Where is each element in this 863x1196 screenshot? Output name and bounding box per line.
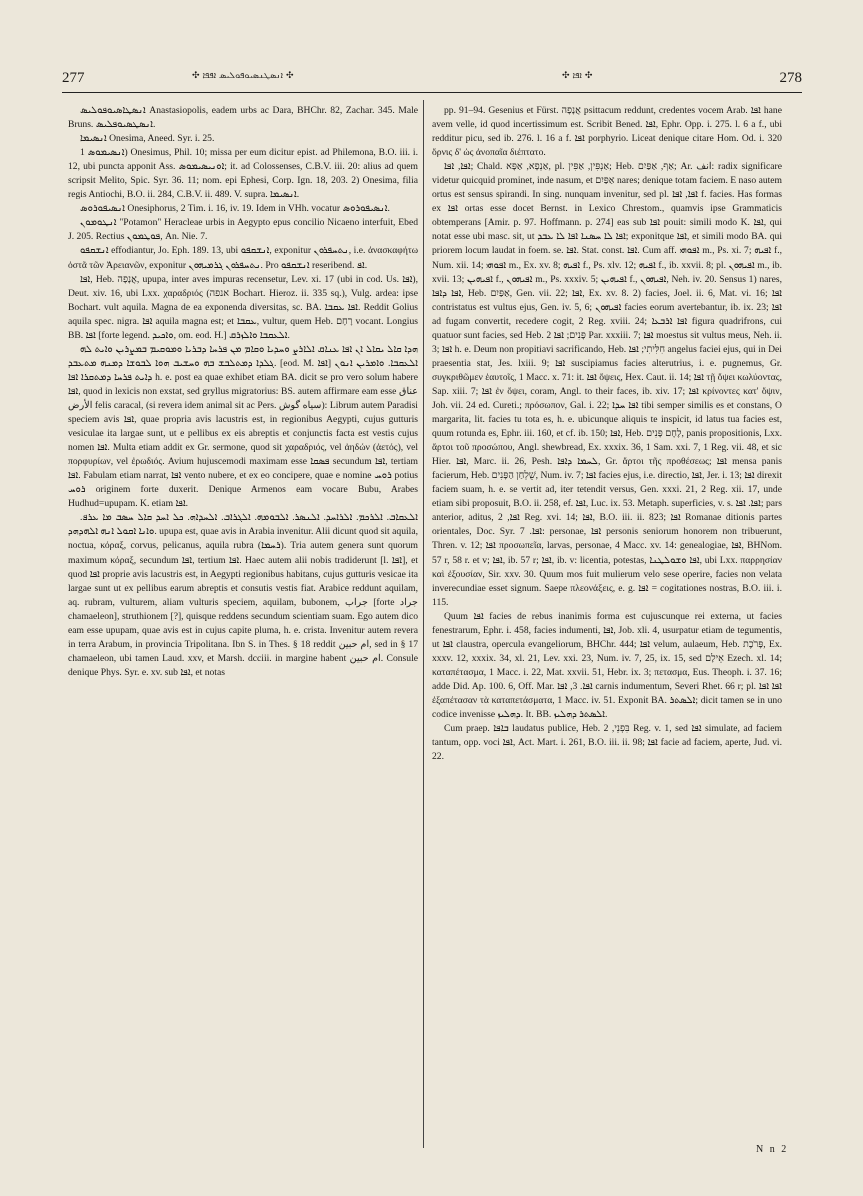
entry-facies-praep: Cum praep. ܒܐܦܐ laudatus publice, Heb. בִּפְנֵי, 2 Reg. v. 1, sed ܐܦܐ simulate, ad faciem tantum, opp. voci ܐܦܐ, Act. Mart. i. 261, B.O. iii. ii. 98; ܐܦܐ facie ad faciem, aperte, Jud. vi. 22. [432,723,782,763]
entry-upupa-continued: pp. 91–94. Gesenius et Fürst. אֲנָפָה psittacum reddunt, credentes vocem Arab. ܐܦܐ hane avem velle, id quod incertissimum est. Scribit Bened. ܐܦܐ, Ephr. Opp. i. 275. l. 6 a f., ubi redditur picu, sed ib. 276. l. 16 a f. ܐܦܐ porphyrio. Liceat denique citare Hom. Od. i. 320 ὄρνις δ' ὡς ἀνοπαῖα διέπτατο. [432,105,782,159]
left-page-number: 277 [62,70,85,86]
entry-upupa: ܐܦܐ, Heb. אֲנָפָה, upupa, inter aves impuras recensetur, Lev. xi. 17 (ubi in cod. Us. ܐܦܐ), Deut. xiv. 16, ubi Lxx. χαραδριός (אנפה Bochart. Hieroz. ii. 335 sq.), Vulg. ardea: ipse Bochart. vult aquila. Magna de ea exponenda diversitas, sc. BA. ܐܦܐ ܥܩܒܐ. Reddit Golius aquila spec. nigra. ܐܦܐ aquila magna est; et ܥܩܒܐ, vultur, quem Heb. רָחָם vocant. Longius BB. ܐܦܐ [forte legend. ܘܐܟܝܕ, om. eod. H.] ܐܠܥܩܒܐ ܘܐܠܙܪܩ. [68,273,418,341]
entry-anastasiopolis: ܐܢܣܛܐܣܝܘܦܘܠܝܣ Anastasiopolis, eadem urbs ac Dara, BHChr. 82, Zachar. 345. Male Bruns. ܐܢܣܛܣܝܘܦܠܝܣ. [68,105,418,131]
entry-upupa-quotation: ܗܕܐ ܩܐܠ ܝܩܐܠ ܐܢ ܐܦܐ ܥܢܐܩ ܐܠܐܪܨ ܘܚܕܝܐ ܘܩܐܡ ܡܢ ܦܪܚܐ ܕܒܪܝܐ ܘܡܘܩܝܡ ܒܡܨܪܝܢ ܘܐܝܬ ܠܗ ܓܠܕܐ ܕܡܬܠܒܫ ܒܗ ܘܚܫܝܒ ܗܘܐ ܠܒܘܫܐ ܕܡܢܗ ܡܬܥܒܕ. [eod. M. ܐܦܐ] ܐܠܥܩܒܐ. ܘܐܡܪܝܢ ܐܢܘܢ ܕܐܝܬ ܦܪܚܐ ܕܡܬܩܪܐ ܐܦܐ h. e. post ea quae exhibet etiam BA. dicit se pro vero solum habere ܐܦܐ, quod in lexicis non exstat, sed gryllus migratorius: BS. autem affirmare eam esse عناق الأرض felis caracal, (si revera idem animal sit ac Pers. سياه گوش): Librum autem Paradisi speciem avis ܐܦܐ, quae propria avis lacustris est, in regionibus Aegypti, cujus gutturis vesiculae ita largae sunt, ut e pellibus ex eis abreptis et conjunctis facta est vestis cujus nomen ܐܦܐ. Multa etiam addit ex Gr. sermone, quod sit χαραδριός, vel ἀηδών (ἀετός), vel πορφυρίων, vel ἐρωδιός. Avium hujuscemodi maximam esse ܦܣܩܐ secundum ܐܦܐ, tertiam ܐܦܐ. Fabulam etiam narrat, ܐܦܐ vento nubere, et ex eo concipere, quae e nomine ܪܘܚ potius ܪܘܚ originem forte duxerit. Denique Armenos eam vocare Bubu, Arabes Hudhud=upupam. K. etiam ܐܦܐ. [68,343,418,510]
entry-potamon: ܐܢܛܘܡܘܢ "Potamon" Heracleae urbis in Aegypto epus concilio Nicaeno interfuit, Ebed J. 205. Rectius ܦܘܛܡܘܢ, An. Nie. 7. [68,217,418,243]
header-rule [62,92,802,93]
right-page-number: 278 [779,70,802,86]
column-divider [423,100,424,1148]
signature-mark: N n 2 [756,1144,789,1155]
entry-facies: ܐܦܐ, ܐܦܐ; Chald. אַנְפָא, אַפָּא, pl. אַנְפִּין, אַפִּין; Heb. אַף, אַפַּיִם; Ar. انف: radix significare videtur quicquid prominet, inde nasum, et אַפַּיִם nares; denique totam faciem. E naso autem ortus est sensus spirandi. In sing. nunquam invenitur, sed pl. ܐܦܐ, ܐܦܐ f. facies. Has formas ex ܐܦܐ ortas esse docet Bernst. in Lexico Chrestom., quamvis ipse Grammaticis obtemperans [Amir. p. 97. Hoffmann. p. 274] eas sub ܐܦܐ pouit: simili modo K. ܐܦܐ, qui notat esse ubi masc. sit, ut ܐܦܐ ܠܐ ܚܣܢܐ ܐܦܐ ܠܐ ܥܒܕ; exponitque ܐܦܐ, et simili modo BA. qui priorem locum laudat in foem. se. ܐܦܐ. Stat. const. ܐܦܐ. Cum aff. ܐܦܘܗܝ m., Ps. xi. 7; ܐܦܝܗ f., Num. xii. 14; ܐܦܘܗܝ m., Ex. xv. 8; ܐܦܝܗ f., Ps. xlv. 12; ܐܦܝܗ f., ib. xxvii. 8; pl. ܐܦܝܗܘܢ m., ib. xvii. 13; ܐܦܝܗܝܢ f., ܐܦܝܗܘܢ m., Ps. xxxiv. 5; ܐܦܝܗܝܢ f., ܐܦܝܗܘܢ, Neh. iv. 20. Sensus 1) nares, ܐܦܐ ܕܐܦܐ, Heb. אַפַּיִם, Gen. vii. 22; ܐܦܐ, Ex. xv. 8. 2) facies, Joel. ii. 6, Mat. vi. 16; ܐܦܐ contristatus est vultus ejus, Gen. iv. 5, 6; ܐܦܝܗܘܢ facies eorum avertebantur, ib. ix. 23; ܐܦܐ ad fugam convertit, recedere cogit, 2 Reg. xviii. 24; ܐܦܐ ܐܪܒܥܐ figura quadrifrons, cui quatuor sunt facies, sed Heb. פָּנִים; ܐܦܐ 2 Par. xxxiii. 7; ܐܦܐ moestus sit vultus meus, Neh. ii. 3; ܐܦܐ h. e. Deum non propitiavi sacrificando, Heb. חִלִּיתִי; ܐܦܐ angelus faciei ejus, qui in Dei praesentia stat, Jes. lxiii. 9; ܐܦܐ suscipiamus facies alterutrius, i. e. pugnemus, Gr. συγκριθῶμεν ἑαυτοῖς, 1 Macc. x. 71: it. ܐܦܐ ὄψεις, Hex. Caut. ii. 14; ܐܦܐ τῇ ὄψει κωλύοντας, Sap. xiii. 7; ܐܦܐ ἐν ὄψει, coram, Angl. to their faces, ib. xiv. 17; ܐܦܐ κρίνοντες κατ' ὄψιν, Joh. vii. 24 ed. Cureti.; πρόσωπον, Gal. i. 22; ܐܦܐ ܚܕܐ tibi semper similis es et constans, O margarita, lit. facies tu tota es, h. e. ubicunque aliquis te inspicit, id latus tua facies est, quum rotunda es, Ephr. iii. 160, et cf. ib. 150; ܐܦܐ, Heb. לֶחֶם פָּנִים, panis propositionis, Lxx. ἄρτοι τοῦ προσώπου, Angl. shewbread, Ex. xxxix. 36, 1 Sam. xxi. 7, 1 Reg. vii. 48, et sic Hier. ܐܦܐ, Marc. ii. 26, Pesh. ܠܚܡܐ ܕܐܦܐ, Gr. ἄρτοι τῆς προθέσεως; ܐܦܐ mensa panis facierum, Heb. שֻׁלְחַן הַפָּנִים, Num. iv. 7; ܐܦܐ facies ejus, i.e. directio, ܐܦܐ, Jer. i. 13; ܐܦܐ direxit faciem suam, h. e. se vertit ad, iter tetendit versus, Gen. xxxi. 21, 2 Reg. xii. 17, unde etiam sibi proposuit, B.O. ii. 258, ef. ܐܦܐ, Luc. ix. 53. Metaph. superficies, v. s. ܐܦܐ. ܐܦܐ; pars anterior, aditus, ܐܦܐ, 2 Reg. xvi. 14; ܐܦܐ, B.O. iii. ii. 823; ܐܦܐ Romanae ditionis partes orientales, Doc. Syr. ܐܦܐ. 7: personae, ܐܦܐ personis seniorum honorem non tribuerunt, Thren. v. 12; ܐܦܐ προσωπεῖα, larvas, personae, 4 Macc. xv. 14: genealogiae, ܐܦܐ, BHNom. 57 r, 58 r. et v; ܐܦܐ, ib. 57 r; ܐܦܐ, ib. v: licentia, potestas, ܐܦܐ ܘܫܘܠܛܢܐ, ubi Lxx. παρρησίαν καὶ ἐξουσίαν, Sir. xxv. 30. Quum mos fuit mulierum velo sese operire, facies non velata inverecundiae esset signum. Saepe πλεονάξεις, e. g. ܐܦܐ = cogitationes nostras, B.O. iii. i. 115. [432,161,782,608]
entry-onesima: ܐܢܣܝܡܐ Onesima, Aneed. Syr. i. 25. [80,133,215,145]
entry-onesiphorus: ܐܢܣܝܦܘܪܘܣ Onesiphorus, 2 Tim. i. 16, iv. 19. Idem in VHh. vocatur ܐܢܣܝܦܘܪܘܣ. [80,203,390,215]
left-column [68,104,418,1174]
entry-onesimus: ܐܢܣܝܡܘܣ 1) Onesimus, Phil. 10; missa per eum dicitur epist. ad Philemona, B.O. iii. i. 12, ubi puncta apponit Ass. ܐܘܢܝܣܝܡܘܣ; it. ad Colossenses, C.B.V. iii. 20: alius ad quem scripsit Melito, Spic. Syr. 36. 11; nom. epi Ephesi, Corp. Ign. 18, 203. 2) Onesima, filia regis Antiochi, B.O. ii. 284, C.B.V. ii. 489. V. supra. ܐܢܣܝܡܐ. [68,147,418,201]
page-header [62,70,802,92]
right-running-title: ✣ ܐܦܐ ✣ [562,71,593,81]
entry-effodiantur: ܐܢܫܩܦܘ effodiantur, Jo. Eph. 189. 13, ubi ܐܢܫܩܦܘ, exponitur ܢܬܚܦܪܘܢ, i.e. ἀνασκαφήτω ὀστᾶ τῶν Ἀρειανῶν, exponitur ܢܬܚܦܪܘܢ ܓܪܡܝܗܘܢ. Pro ܐܢܫܩܦܘ reseribend. ܐܦ. [68,245,418,271]
left-running-title: ✣ ܐܢܣܛܢܣܝܘܦܘܠܝܣ ܐܦܦܐ ✣ [192,71,294,81]
right-column [432,104,782,1174]
entry-facies-inanimate: Quum ܐܦܐ facies de rebus inanimis forma est cujuscunque rei externa, ut facies fenestrarum, Ephr. i. 458, facies indumenti, ܐܦܐ, Job. xli. 4, usurpatur etiam de tegumentis, ut ܐܦܐ claustra, opercula evangeliorum, BHChr. 444; ܐܦܐ velum, aulaeum, Heb. פָּרֹכֶת, Ex. xxxv. 12, xxxix. 34, xl. 21, Lev. xxi. 23, Num. iv. 7, 25, ix. 15, sed אֵילָם Ezech. xl. 14; καταπέτασμα, 1 Macc. i. 22, Mat. xxvii. 51, Hebr. ix. 3; πετασμα, Eus. Theoph. i. 37. 16; adde Did. Ap. 100. 6, Off. Mar. ܐܦܐ. 3, ܐܦܐ carnis indumentum, Severi Rhet. 66 r; pl. ܐܦܐ ܐܦܐ ἐξαπέτασαν τὰ καταπετάσματα, 1 Macc. iv. 51. Exponit BA. ܐܠܣܬܪ; dicit tamen se in uno codice invenisse ܕܗܠܝܙ. It. BB. ܐܠܣܬܪ ܕܗܠܝܙ. [432,610,782,721]
entry-upupa-arabic: ܐܠܥܩܐܒ. ܐܠܪܟܡ. ܐܠܪܐܚܕ. ܐܠܢܣܪ. ܐܠܒܘܡܗ. ܐܠܓܪܐܒ. ܐܠܚܕܐܗ. ܟܠ ܐܚܕ ܩܐܠ ܚܣܒ ܡܐ ܥܪܦ. ܘܐܢܐ ܐܩܘܠ ܐܢܗ ܐܠܗܕܗܕ. upupa est, quae avis in Arabia invenitur. Alii dicunt quod sit aquila, noctua, κόραξ, corvus, pelicanus, aquila rubra (ܪܚܡܐ). Tria autem genera sunt quorum maximum κόραξ, secundum ܐܦܐ, tertium ܐܦܐ. Haec autem alii nobis tradiderunt [l. ܐܦܐ], et quod ܐܦܐ proprie avis lacustris est, in Aegypti regionibus habitans, cujus gutturis vesicae ita largae sunt ut ex pellibus earum abreptis et consutis vestis fiat. Arabice reddunt aquilam, aq. rubram, vulturem, aliam vulturis speciem, aquilam, bubonem, جراب [forte جراد chamaeleon], struthionem [?], quisque reddens secundum scientiam suam. Ego autem dico eam esse upupam, quae avis est in cujus capite pluma, h. e. crista. Invenitur autem revera in terra Arabum, in provincia Tripolitana. Ibn S. in Thes. § 18 reddit ام حبين, sed in § 17 chamaeleon, ubi tamen Laud. xxv, et Marsh. dcciii. in margine habent ام حبين. Consule denique Phys. Syr. e. xv. sub ܐܦܐ, et notas [68,512,418,678]
